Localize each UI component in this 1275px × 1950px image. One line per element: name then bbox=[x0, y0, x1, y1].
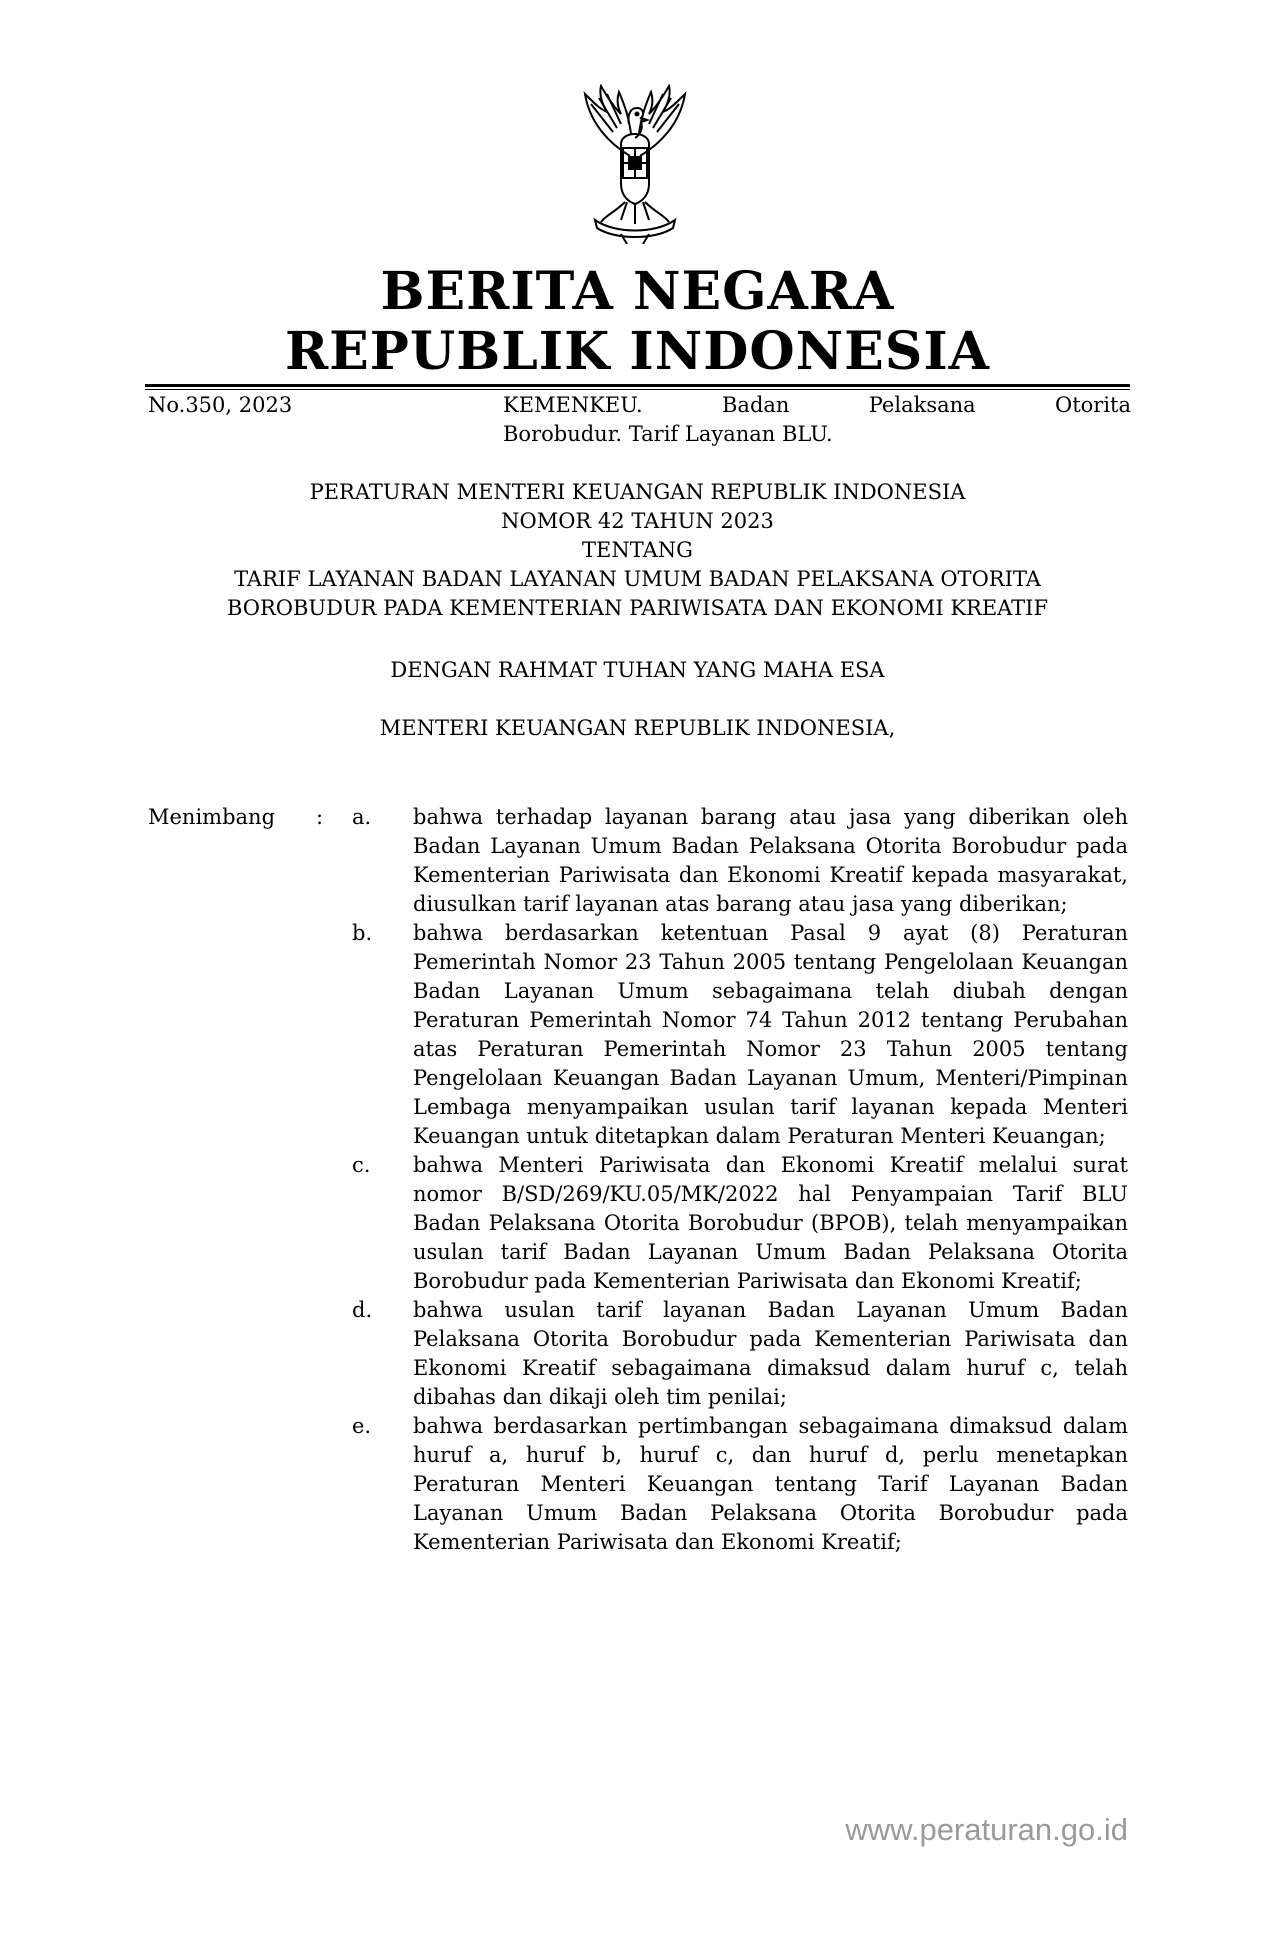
masthead-title-line1: BERITA NEGARA bbox=[380, 261, 895, 322]
item-text: bahwa usulan tarif layanan Badan Layanan Umum Badan Pelaksana Otorita Borobudur pada Kementerian Pariwisata dan Ekonomi Kreatif sebagaimana dimaksud dalam huruf c, telah dibahas dan dikaji oleh tim penilai; bbox=[413, 1298, 1128, 1409]
item-letter: d. bbox=[352, 1298, 373, 1322]
considerations-label: Menimbang bbox=[148, 805, 276, 829]
list-item bbox=[352, 1296, 1128, 1412]
regulation-heading bbox=[145, 478, 1130, 623]
masthead-title-line2: REPUBLIK INDONESIA bbox=[284, 321, 991, 382]
invocation: DENGAN RAHMAT TUHAN YANG MAHA ESA bbox=[390, 658, 885, 682]
gazette-summary bbox=[503, 391, 1131, 449]
list-item bbox=[352, 803, 1128, 919]
header-divider-thin bbox=[145, 389, 1130, 390]
regulation-line1: PERATURAN MENTERI KEUANGAN REPUBLIK INDONESIA bbox=[309, 480, 966, 504]
item-text: bahwa terhadap layanan barang atau jasa yang diberikan oleh Badan Layanan Umum Badan Pelaksana Otorita Borobudur pada Kementerian Pariwisata dan Ekonomi Kreatif kepada masyarakat, diusulkan tarif layanan atas barang atau jasa yang diberikan; bbox=[413, 805, 1128, 916]
list-item bbox=[352, 1412, 1128, 1557]
regulation-line5: BOROBUDUR PADA KEMENTERIAN PARIWISATA DAN EKONOMI KREATIF bbox=[226, 596, 1049, 620]
garuda-emblem-icon bbox=[555, 84, 715, 244]
list-item bbox=[352, 1151, 1128, 1296]
gazette-summary-line1: KEMENKEU. Badan Pelaksana Otorita bbox=[503, 393, 1131, 417]
regulation-line2: NOMOR 42 TAHUN 2023 bbox=[501, 509, 774, 533]
list-item bbox=[352, 919, 1128, 1151]
minister-heading: MENTERI KEUANGAN REPUBLIK INDONESIA, bbox=[379, 716, 896, 740]
gazette-number: No.350, 2023 bbox=[148, 393, 293, 417]
regulation-line3: TENTANG bbox=[582, 538, 693, 562]
considerations-list bbox=[352, 803, 1128, 1557]
item-letter: a. bbox=[352, 805, 372, 829]
item-letter: e. bbox=[352, 1414, 372, 1438]
gazette-summary-line2: Borobudur. Tarif Layanan BLU. bbox=[503, 422, 833, 446]
item-letter: b. bbox=[352, 921, 373, 945]
item-letter: c. bbox=[352, 1153, 371, 1177]
considerations-colon: : bbox=[316, 805, 324, 829]
item-text: bahwa Menteri Pariwisata dan Ekonomi Kreatif melalui surat nomor B/SD/269/KU.05/MK/2022 hal Penyampaian Tarif BLU Badan Pelaksana Otorita Borobudur (BPOB), telah menyampaikan usulan tarif Badan Layanan Umum Badan Pelaksana Otorita Borobudur pada Kementerian Pariwisata dan Ekonomi Kreatif; bbox=[413, 1153, 1128, 1293]
item-text: bahwa berdasarkan pertimbangan sebagaimana dimaksud dalam huruf a, huruf b, huruf c, dan huruf d, perlu menetapkan Peraturan Menteri Keuangan tentang Tarif Layanan Badan Layanan Umum Badan Pelaksana Otorita Borobudur pada Kementerian Pariwisata dan Ekonomi Kreatif; bbox=[413, 1414, 1128, 1554]
item-text: bahwa berdasarkan ketentuan Pasal 9 ayat (8) Peraturan Pemerintah Nomor 23 Tahun 2005 tentang Pengelolaan Keuangan Badan Layanan Umum sebagaimana telah diubah dengan Peraturan Pemerintah Nomor 74 Tahun 2012 tentang Perubahan atas Peraturan Pemerintah Nomor 23 Tahun 2005 tentang Pengelolaan Keuangan Badan Layanan Umum, Menteri/Pimpinan Lembaga menyampaikan usulan tarif layanan kepada Menteri Keuangan untuk ditetapkan dalam Peraturan Menteri Keuangan; bbox=[413, 921, 1128, 1148]
source-watermark: www.peraturan.go.id bbox=[845, 1812, 1128, 1847]
header-divider bbox=[145, 384, 1130, 387]
regulation-line4: TARIF LAYANAN BADAN LAYANAN UMUM BADAN PELAKSANA OTORITA bbox=[234, 567, 1041, 591]
